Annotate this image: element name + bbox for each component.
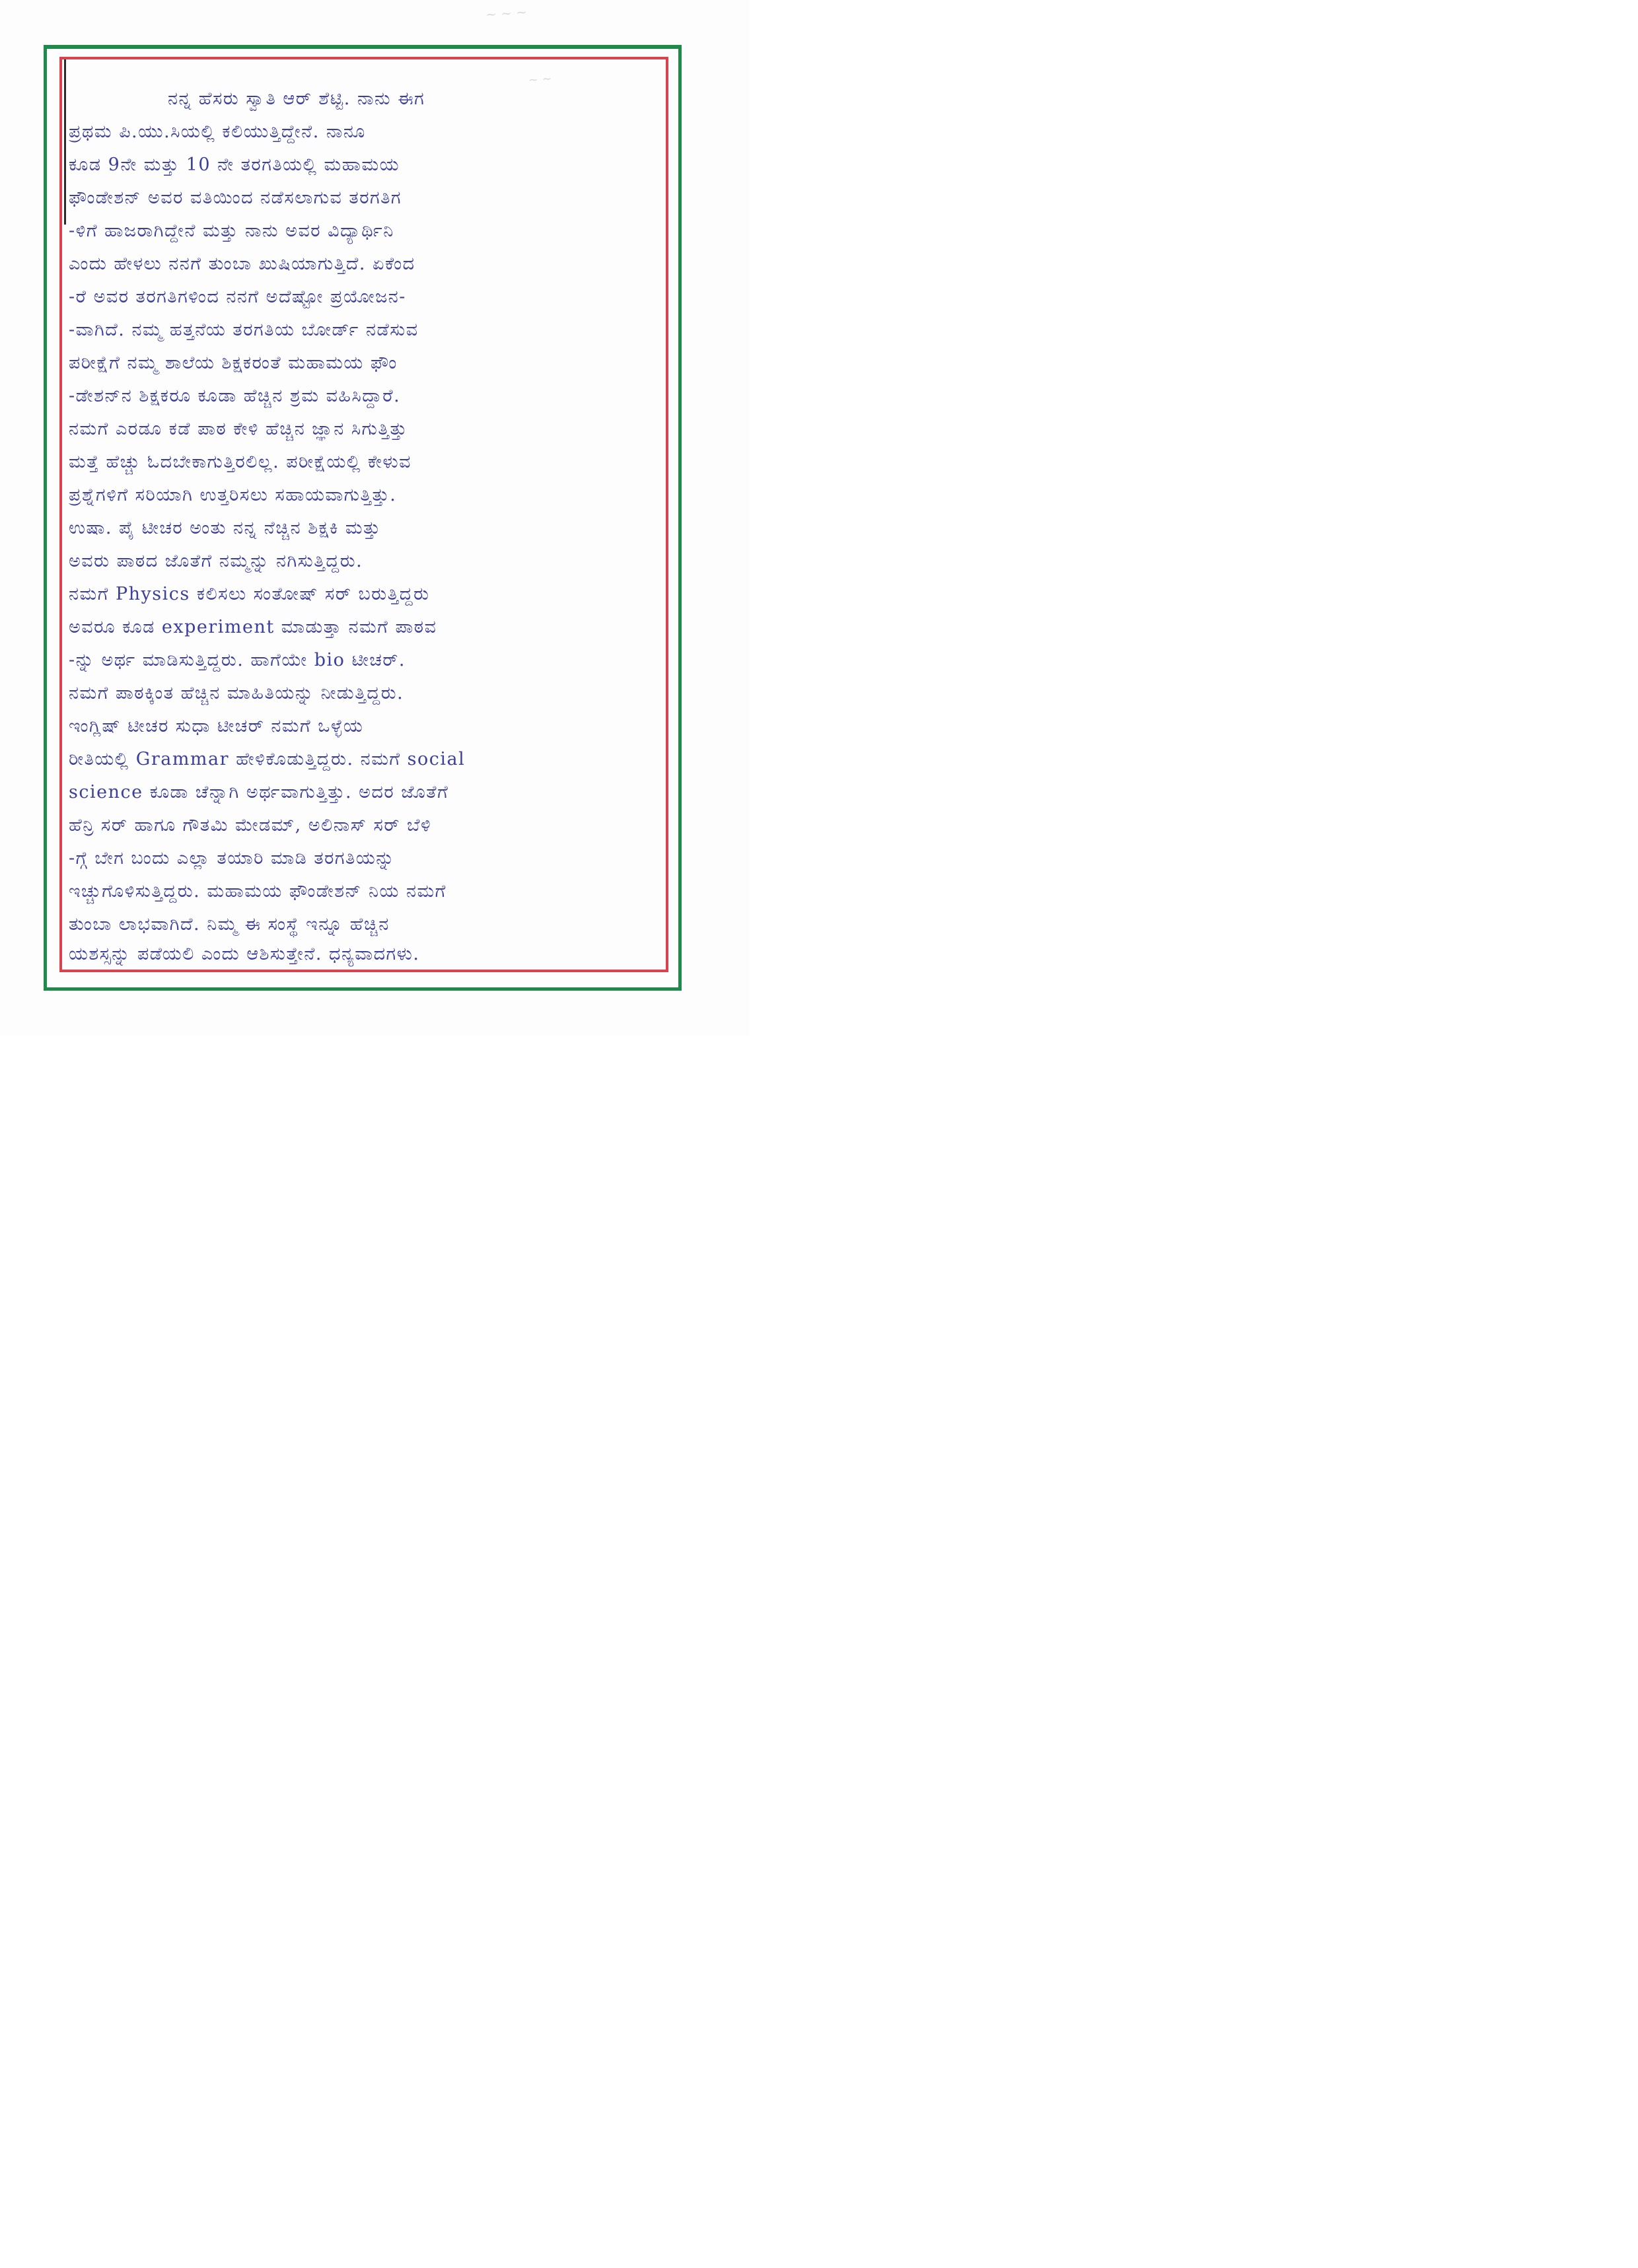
letter-line: ಕೂಡ 9ನೇ ಮತ್ತು 10 ನೇ ತರಗತಿಯಲ್ಲಿ ಮಹಾಮಯ bbox=[69, 155, 400, 175]
letter-line: ಪರೀಕ್ಷೆಗೆ ನಮ್ಮ ಶಾಲೆಯ ಶಿಕ್ಷಕರಂತೆ ಮಹಾಮಯ ಫೌಂ bbox=[69, 353, 398, 373]
letter-line: ನಮಗೆ ಎರಡೂ ಕಡೆ ಪಾಠ ಕೇಳಿ ಹೆಚ್ಚಿನ ಜ್ಞಾನ ಸಿಗುತ್ತಿತ್ತು bbox=[69, 419, 408, 439]
paper-sheet bbox=[0, 0, 749, 1036]
letter-line: ಯಶಸ್ಸನ್ನು ಪಡೆಯಲಿ ಎಂದು ಆಶಿಸುತ್ತೇನೆ. ಧನ್ಯವಾದಗಳು. bbox=[69, 944, 420, 964]
letter-line: -ವಾಗಿದೆ. ನಮ್ಮ ಹತ್ತನೆಯ ತರಗತಿಯ ಬೋರ್ಡ್ ನಡೆಸುವ bbox=[69, 320, 419, 340]
letter-line: ಅವರೂ ಕೂಡ experiment ಮಾಡುತ್ತಾ ನಮಗೆ ಪಾಠವ bbox=[69, 617, 437, 637]
letter-line: ಉಷಾ. ಪೈ ಟೀಚರ ಅಂತು ನನ್ನ ನೆಚ್ಚಿನ ಶಿಕ್ಷಕಿ ಮತ್ತು bbox=[69, 518, 381, 538]
letter-line: ಫೌಂಡೇಶನ್ ಅವರ ವತಿಯಿಂದ ನಡೆಸಲಾಗುವ ತರಗತಿಗ bbox=[69, 188, 402, 208]
handwritten-letter bbox=[69, 86, 662, 971]
letter-line: -ಳಿಗೆ ಹಾಜರಾಗಿದ್ದೇನೆ ಮತ್ತು ನಾನು ಅವರ ವಿದ್ಯಾರ್ಥಿನಿ bbox=[69, 221, 394, 241]
letter-line: ನನ್ನ ಹೆಸರು ಸ್ವಾತಿ ಆರ್ ಶೆಟ್ಟಿ. ನಾನು ಈಗ bbox=[168, 89, 425, 109]
letter-line: -ಗ್ಗೆ ಬೇಗ ಬಂದು ಎಲ್ಲಾ ತಯಾರಿ ಮಾಡಿ ತರಗತಿಯನ್ನು bbox=[69, 848, 395, 868]
letter-line: ತುಂಬಾ ಲಾಭವಾಗಿದೆ. ನಿಮ್ಮ ಈ ಸಂಸ್ಥೆ ಇನ್ನೂ ಹೆಚ್ಚಿನ bbox=[69, 914, 390, 935]
letter-line: -ರೆ ಅವರ ತರಗತಿಗಳಿಂದ ನನಗೆ ಅದೆಷ್ಟೋ ಪ್ರಯೋಜನ- bbox=[69, 287, 406, 307]
letter-line: ಪ್ರಶ್ನೆಗಳಿಗೆ ಸರಿಯಾಗಿ ಉತ್ತರಿಸಲು ಸಹಾಯವಾಗುತ್ತಿತ್ತು. bbox=[69, 485, 397, 505]
letter-line: ಮತ್ತೆ ಹೆಚ್ಚು ಓದಬೇಕಾಗುತ್ತಿರಲಿಲ್ಲ. ಪರೀಕ್ಷೆಯಲ್ಲಿ ಕೇಳುವ bbox=[69, 452, 411, 472]
letter-line: ಇಚ್ಚುಗೊಳಿಸುತ್ತಿದ್ದರು. ಮಹಾಮಯ ಫೌಂಡೇಶನ್ ನಿಯ ನಮಗೆ bbox=[69, 881, 446, 902]
letter-line: ಇಂಗ್ಲಿಷ್ ಟೀಚರ ಸುಧಾ ಟೀಚರ್ ನಮಗೆ ಒಳ್ಳೆಯ bbox=[69, 716, 364, 736]
letter-line: ರೀತಿಯಲ್ಲಿ Grammar ಹೇಳಿಕೊಡುತ್ತಿದ್ದರು. ನಮಗೆ social bbox=[69, 749, 466, 769]
letter-line: science ಕೂಡಾ ಚೆನ್ನಾಗಿ ಅರ್ಥವಾಗುತ್ತಿತ್ತು. ಅದರ ಜೊತೆಗೆ bbox=[69, 782, 449, 802]
letter-line: ಪ್ರಥಮ ಪಿ.ಯು.ಸಿಯಲ್ಲಿ ಕಲಿಯುತ್ತಿದ್ದೇನೆ. ನಾನೂ bbox=[69, 122, 366, 142]
faint-pencil-marks-2: ~ ~ bbox=[528, 71, 553, 88]
letter-line: -ಡೇಶನ್‌ನ ಶಿಕ್ಷಕರೂ ಕೂಡಾ ಹೆಚ್ಚಿನ ಶ್ರಮ ವಹಿಸಿದ್ದಾರೆ. bbox=[69, 386, 401, 406]
letter-line: ಎಂದು ಹೇಳಲು ನನಗೆ ತುಂಬಾ ಖುಷಿಯಾಗುತ್ತಿದೆ. ಏಕೆಂದ bbox=[69, 254, 415, 274]
faint-pencil-marks: ~ ~ ~ bbox=[485, 3, 528, 23]
letter-line: ನಮಗೆ Physics ಕಲಿಸಲು ಸಂತೋಷ್ ಸರ್ ಬರುತ್ತಿದ್ದರು bbox=[69, 584, 430, 604]
letter-line: -ನ್ನು ಅರ್ಥ ಮಾಡಿಸುತ್ತಿದ್ದರು. ಹಾಗೆಯೇ bio ಟೀಚರ್. bbox=[69, 650, 406, 670]
letter-line: ನಮಗೆ ಪಾಠಕ್ಕಿಂತ ಹೆಚ್ಚಿನ ಮಾಹಿತಿಯನ್ನು ನೀಡುತ್ತಿದ್ದರು. bbox=[69, 683, 404, 703]
letter-line: ಅವರು ಪಾಠದ ಜೊತೆಗೆ ನಮ್ಮನ್ನು ನಗಿಸುತ್ತಿದ್ದರು. bbox=[69, 551, 363, 571]
black-margin-stroke bbox=[64, 59, 66, 225]
letter-line: ಹೆನ್ರಿ ಸರ್ ಹಾಗೂ ಗೌತಮಿ ಮೇಡಮ್, ಅಲಿನಾಸ್ ಸರ್ ಬೆಳಿ bbox=[69, 815, 432, 835]
